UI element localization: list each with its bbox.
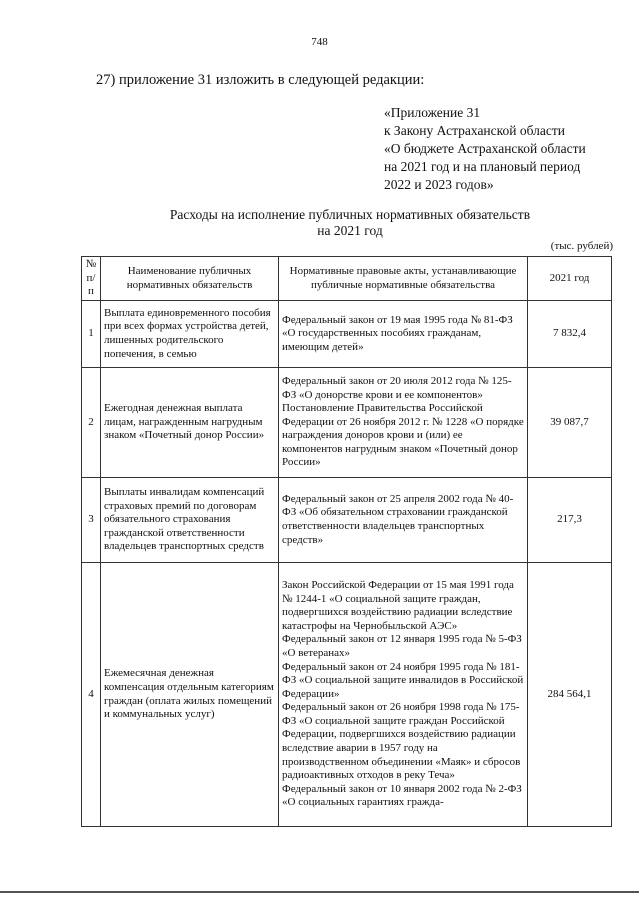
table-title: Расходы на исполнение публичных нормативных обязательств на 2021 год <box>169 207 531 238</box>
obligations-table <box>81 256 612 827</box>
row-acts: Федеральный закон от 20 июля 2012 года № 125-ФЗ «О донорстве крови и ее компонентов» Постановление Правительства Российской Федерации от 26 ноября 2012 г. № 1228 «О порядке награждения доноров крови и (или) ее компонентов нагрудным знаком «Почетный донор России» <box>279 368 528 478</box>
row-amount: 39 087,7 <box>528 368 612 478</box>
row-amount: 217,3 <box>528 478 612 563</box>
row-num: 1 <box>82 301 101 368</box>
table-row <box>82 478 612 563</box>
header-amount: 2021 год <box>528 257 612 301</box>
row-acts: Федеральный закон от 19 мая 1995 года № 81-ФЗ «О государственных пособиях гражданам, имеющим детей» <box>279 301 528 368</box>
row-amount: 7 832,4 <box>528 301 612 368</box>
row-acts: Федеральный закон от 25 апреля 2002 года № 40-ФЗ «Об обязательном страховании гражданской ответственности владельцев транспортных средств» <box>279 478 528 563</box>
header-name: Наименование публичных нормативных обязательств <box>101 257 279 301</box>
row-num: 4 <box>82 563 101 827</box>
row-name: Ежегодная денежная выплата лицам, награжденным нагрудным знаком «Почетный донор России» <box>101 368 279 478</box>
header-num: № п/п <box>82 257 101 301</box>
table-row <box>82 301 612 368</box>
table-header-row <box>82 257 612 301</box>
units-label: (тыс. рублей) <box>550 240 613 252</box>
row-amount: 284 564,1 <box>528 563 612 827</box>
row-acts: Закон Российской Федерации от 15 мая 1991 года № 1244-1 «О социальной защите граждан, подвергшихся воздействию радиации вследствие катастрофы на Чернобыльской АЭС» Федеральный закон от 12 января 1995 года № 5-ФЗ «О ветеранах» Федеральный закон от 24 ноября 1995 года № 181-ФЗ «О социальной защите инвалидов в Российской Федерации» Федеральный закон от 26 ноября 1998 года № 175-ФЗ «О социальной защите граждан Российской Федерации, подвергшихся воздействию радиации вследствие аварии в 1957 году на производственном объединении «Маяк» и сбросов радиоактивных отходов в реку Теча» Федеральный закон от 10 января 2002 года № 2-ФЗ «О социальных гарантиях гражда- <box>279 563 528 827</box>
table-row <box>82 368 612 478</box>
page-number: 748 <box>311 36 328 48</box>
table-row <box>82 563 612 827</box>
row-num: 2 <box>82 368 101 478</box>
page-bottom-rule <box>0 891 639 893</box>
appendix-header: «Приложение 31 к Закону Астраханской области «О бюджете Астраханской области на 2021 год и на плановый период 2022 и 2023 годов» <box>384 105 586 192</box>
row-name: Ежемесячная денежная компенсация отдельным категориям граждан (оплата жилых помещений и коммунальных услуг) <box>101 563 279 827</box>
row-num: 3 <box>82 478 101 563</box>
amendment-instruction: 27) приложение 31 изложить в следующей редакции: <box>96 72 425 88</box>
header-acts: Нормативные правовые акты, устанавливающие публичные нормативные обязательства <box>279 257 528 301</box>
row-name: Выплата единовременного пособия при всех формах устройства детей, лишенных родительского попечения, в семью <box>101 301 279 368</box>
row-name: Выплаты инвалидам компенсаций страховых премий по договорам обязательного страхования гражданской ответственности владельцев транспортных средств <box>101 478 279 563</box>
